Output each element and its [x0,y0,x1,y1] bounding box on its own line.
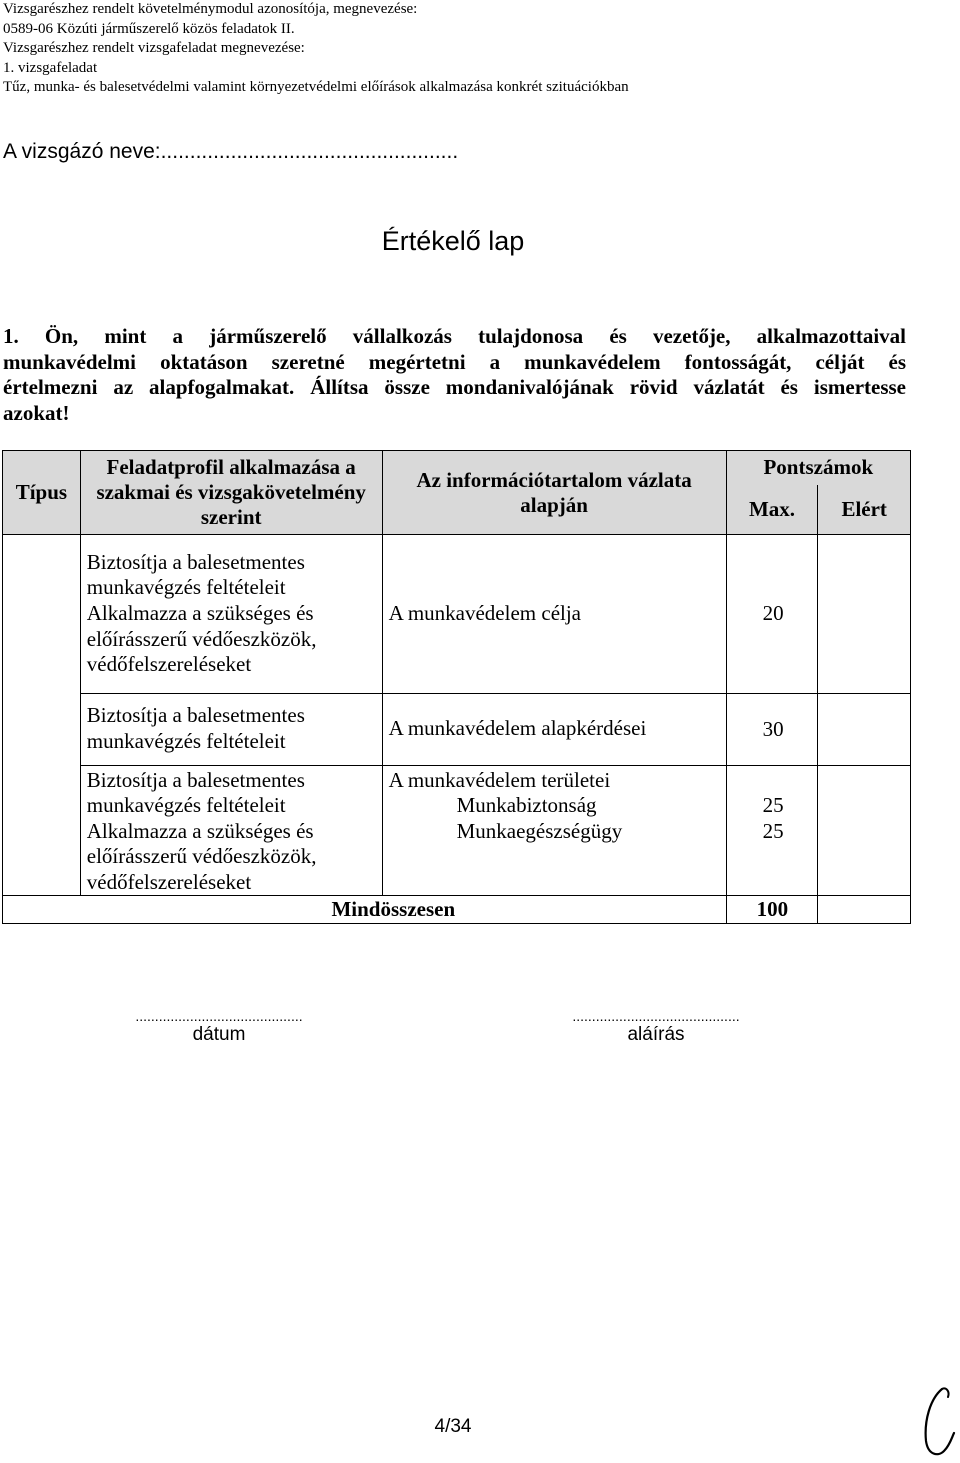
profile-cell: Biztosítja a balesetmentes munkavégzés feltételeit [80,693,382,765]
achieved-points-cell [818,693,911,765]
task-number: 1. vizsgafeladat [3,59,98,76]
table-header-row [3,451,911,485]
header-max: Max. [726,485,818,535]
max-points-cell: 30 [726,693,818,765]
profile-cell: Biztosítja a balesetmentes munkavégzés feltételeit Alkalmazza a szükséges és előírásszerű védőeszközök, védőfelszereléseket [80,535,382,694]
header-outline: Az információtartalom vázlata alapján [382,451,726,535]
table-row [3,535,911,694]
table-row [3,765,911,896]
achieved-points-cell [818,765,911,896]
header-profile: Feladatprofil alkalmazása a szakmai és vizsgakövetelmény szerint [80,451,382,535]
type-cell [3,693,81,765]
evaluation-table [2,450,911,924]
module-label: Vizsgarészhez rendelt követelménymodul azonosítója, megnevezése: [3,1,418,17]
signature-label: aláírás [627,1024,685,1045]
task-label: Vizsgarészhez rendelt vizsgafeladat megnevezése: [3,40,305,57]
task-line: értelmezni az alapfogalmakat. Állítsa össze mondanivalójának rövid vázlatát és ismertesse [3,375,906,400]
total-max: 100 [726,896,818,924]
type-cell [3,535,81,694]
outline-cell: A munkavédelem területei Munkabiztonság Munkaegészségügy [382,765,726,896]
type-cell [3,765,81,896]
date-label: dátum [192,1024,246,1045]
max-points-cell: 25 25 [726,765,818,896]
task-name: Tűz, munka- és balesetvédelmi valamint környezetvédelmi előírások alkalmazása konkrét szituációkban [3,79,629,96]
date-dots: ........................................... [135,1008,303,1024]
task-line: azokat! [3,400,70,425]
total-label: Mindösszesen [3,896,727,924]
header-type: Típus [3,451,81,535]
outline-cell: A munkavédelem alapkérdései [382,693,726,765]
task-line: munkavédelmi oktatáson szeretné megértetni a munkavédelem fontosságát, célját és [3,349,906,374]
header-achieved: Elért [818,485,911,535]
page-title: Értékelő lap [381,226,525,256]
document-header [3,0,629,98]
page-number: 4/34 [434,1416,472,1437]
header-points: Pontszámok [726,451,910,485]
task-description [3,324,906,426]
outline-cell: A munkavédelem célja [382,535,726,694]
signature-block [516,1008,796,1046]
task-line: 1. Ön, mint a járműszerelő vállalkozás tulajdonosa és vezetője, alkalmazottaival [3,324,906,348]
profile-cell: Biztosítja a balesetmentes munkavégzés feltételeit Alkalmazza a szükséges és előírásszerű védőeszközök, védőfelszereléseket [80,765,382,896]
candidate-name-field: A vizsgázó neve:................................................... [3,140,459,163]
table-row [3,693,911,765]
module-name: 0589-06 Közúti járműszerelő közös feladatok II. [3,20,295,37]
max-points-cell: 20 [726,535,818,694]
handwritten-initial-icon [922,1385,956,1461]
total-row [3,896,911,924]
achieved-points-cell [818,535,911,694]
total-achieved [818,896,911,924]
signature-dots: ........................................... [572,1008,740,1024]
date-signature-block [79,1008,359,1046]
